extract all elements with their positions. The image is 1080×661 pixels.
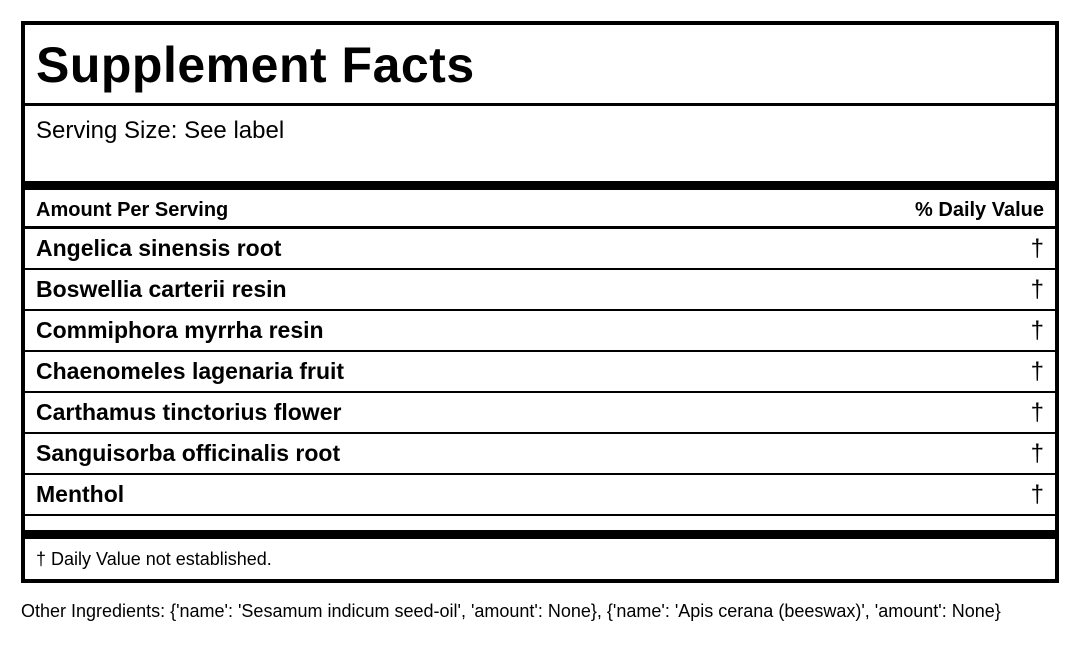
ingredient-row	[25, 393, 1055, 434]
ingredient-row	[25, 475, 1055, 516]
amount-per-serving-header: Amount Per Serving	[36, 199, 229, 221]
ingredient-daily-value: †	[1030, 358, 1044, 385]
ingredient-name: Chaenomeles lagenaria fruit	[36, 358, 345, 384]
ingredient-row	[25, 352, 1055, 393]
ingredient-name: Menthol	[36, 481, 125, 507]
column-header-row	[25, 190, 1055, 229]
supplement-facts-panel	[21, 21, 1059, 583]
daily-value-header: % Daily Value	[915, 199, 1044, 221]
ingredient-name: Carthamus tinctorius flower	[36, 399, 342, 425]
ingredient-name: Sanguisorba officinalis root	[36, 440, 341, 466]
ingredient-row	[25, 311, 1055, 352]
ingredient-row	[25, 270, 1055, 311]
daily-value-footnote: † Daily Value not established.	[36, 549, 272, 569]
ingredient-row	[25, 434, 1055, 475]
thick-divider-bottom	[25, 530, 1055, 539]
ingredient-daily-value: †	[1030, 481, 1044, 508]
ingredient-daily-value: †	[1030, 235, 1044, 262]
thick-divider-top	[25, 181, 1055, 190]
other-ingredients: Other Ingredients: {'name': 'Sesamum indicum seed-oil', 'amount': None}, {'name': 'Apis cerana (beeswax)', 'amount': None}	[21, 601, 1001, 621]
ingredient-name: Boswellia carterii resin	[36, 276, 287, 302]
ingredient-row	[25, 229, 1055, 270]
ingredient-name: Commiphora myrrha resin	[36, 317, 324, 343]
ingredient-daily-value: †	[1030, 440, 1044, 467]
title-section	[25, 25, 1055, 106]
ingredient-daily-value: †	[1030, 276, 1044, 303]
ingredient-daily-value: †	[1030, 317, 1044, 344]
serving-size: Serving Size: See label	[36, 117, 285, 144]
ingredient-list	[25, 229, 1055, 516]
ingredient-name: Angelica sinensis root	[36, 235, 282, 261]
label-title: Supplement Facts	[36, 37, 475, 93]
ingredient-daily-value: †	[1030, 399, 1044, 426]
serving-section	[25, 106, 1055, 181]
